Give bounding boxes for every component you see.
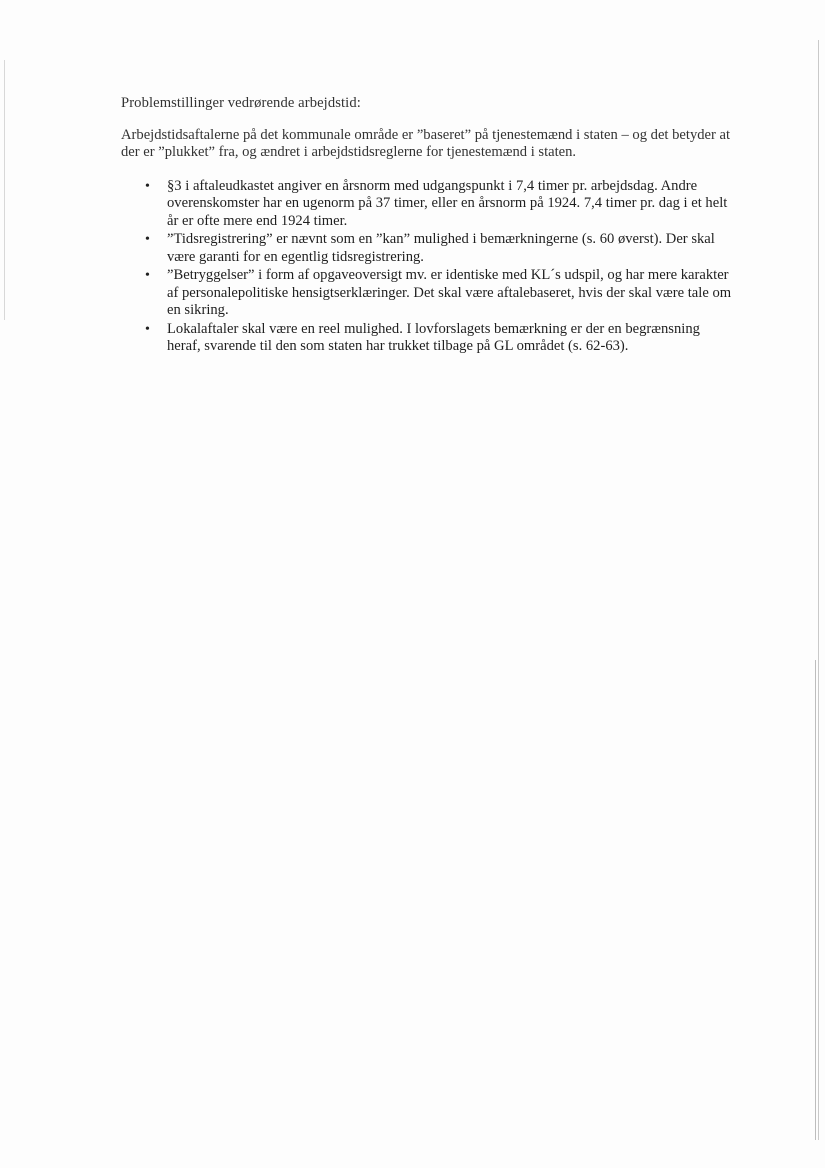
- bullet-icon: •: [145, 268, 150, 283]
- list-item: [121, 231, 737, 266]
- scan-edge-mark: [4, 60, 5, 320]
- intro-paragraph: Arbejdstidsaftalerne på det kommunale område er ”baseret” på tjenestemænd i staten – og det betyder at der er ”plukket” fra, og ændret i arbejdstidsreglerne for tjenestemænd i staten.: [121, 126, 731, 160]
- section-heading: Problemstillinger vedrørende arbejdstid:: [121, 95, 361, 111]
- scan-edge-mark: [818, 40, 819, 1140]
- bullet-icon: •: [145, 232, 150, 247]
- list-item: [121, 178, 737, 231]
- list-item-text: Lokalaftaler skal være en reel mulighed. I lovforslagets bemærkning er der en begrænsning heraf, svarende til den som staten har trukket tilbage på GL området (s. 62-63).: [167, 320, 700, 354]
- list-item: [121, 321, 737, 356]
- list-item-text: ”Tidsregistrering” er nævnt som en ”kan” mulighed i bemærkningerne (s. 60 øverst). Der skal være garanti for en egentlig tidsregistrering.: [167, 231, 715, 265]
- list-item-text: ”Betryggelser” i form af opgaveoversigt mv. er identiske med KL´s udspil, og har mere karakter af personalepolitiske hensigtserklæringer. Det skal være aftalebaseret, hvis der skal være tale om en sikring.: [167, 267, 732, 318]
- scan-edge-mark: [815, 660, 816, 1140]
- bullet-icon: •: [145, 178, 150, 194]
- bullet-icon: •: [145, 321, 150, 337]
- document-body: [121, 95, 737, 357]
- list-item-text: §3 i aftaleudkastet angiver en årsnorm med udgangspunkt i 7,4 timer pr. arbejdsdag. Andre overenskomster har en ugenorm på 37 timer, eller en årsnorm på 1924. 7,4 timer pr. dag i et helt år er ofte mere end 1924 timer.: [167, 177, 728, 229]
- list-item: [121, 267, 737, 320]
- bullet-list: [121, 178, 737, 356]
